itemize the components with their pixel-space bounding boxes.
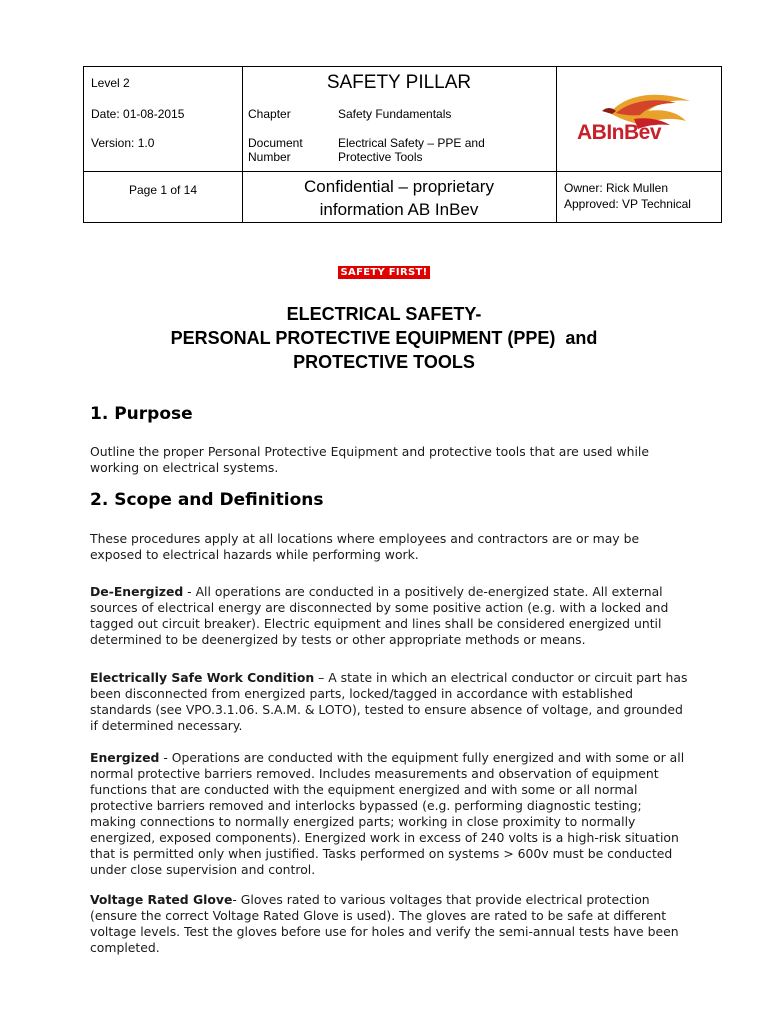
ab-inbev-logo bbox=[572, 91, 712, 155]
definition-text: - All operations are conducted in a positively de-energized state. All external sources of electrical energy are disconnected by some positive action (e.g. with a locked and tagged out circuit breaker). Electric equipment and lines shall be considered energized until determined to be deenergized by tests or other appropriate methods or means. bbox=[90, 584, 669, 647]
title-line-3: PROTECTIVE TOOLS bbox=[293, 352, 475, 372]
purpose-heading: 1. Purpose bbox=[90, 404, 193, 424]
title-line-1: ELECTRICAL SAFETY- bbox=[286, 304, 482, 324]
definition-text: - Operations are conducted with the equipment fully energized and with some or all normal protective barriers removed. Includes measurements and observation of equipment functions that are conducted with the equipment energized and with some or all normal protective barriers removed and interlocks bypassed (e.g. performing diagnostic testing; making connections to normally energized parts; working in close proximity to normally energized, exposed components). Energized work in excess of 240 volts is a high-risk situation that is permitted only when justified. Tasks performed on systems > 600v must be conducted under close supervision and control. bbox=[90, 750, 685, 877]
definition-term: Energized bbox=[90, 750, 160, 765]
table-divider bbox=[556, 67, 557, 222]
definition-voltage-rated-glove bbox=[90, 892, 690, 956]
document-number-label bbox=[248, 136, 303, 164]
definition-term: Voltage Rated Glove bbox=[90, 892, 233, 907]
page-number: Page 1 of 14 bbox=[128, 183, 198, 197]
safety-first-badge: SAFETY FIRST! bbox=[338, 266, 431, 279]
pillar-title: SAFETY PILLAR bbox=[326, 72, 472, 93]
document-number-value-line1: Electrical Safety – PPE and bbox=[338, 136, 485, 150]
document-number-value-line2: Protective Tools bbox=[338, 150, 423, 164]
chapter-label: Chapter bbox=[248, 107, 291, 121]
scope-heading: 2. Scope and Definitions bbox=[90, 490, 324, 510]
definition-de-energized bbox=[90, 584, 690, 648]
document-number-value bbox=[338, 136, 485, 164]
confidential-line2: information AB InBev bbox=[319, 200, 479, 219]
definition-text: – A state in which an electrical conductor or circuit part has been disconnected from energized parts, locked/tagged in accordance with established standards (see VPO.3.1.06. S.A.M. & LOTO), tested to ensure absence of voltage, and grounded if determined necessary. bbox=[90, 670, 688, 733]
safety-first-banner bbox=[0, 260, 768, 279]
title-line-2: PERSONAL PROTECTIVE EQUIPMENT (PPE) and bbox=[170, 328, 598, 348]
definition-term: Electrically Safe Work Condition bbox=[90, 670, 315, 685]
confidential-line1: Confidential – proprietary bbox=[304, 177, 494, 196]
document-number-label-line2: Number bbox=[248, 150, 291, 164]
version-label: Version: 1.0 bbox=[91, 136, 155, 150]
level-label: Level 2 bbox=[91, 76, 130, 90]
scope-text: These procedures apply at all locations where employees and contractors are or may be exposed to electrical hazards while performing work. bbox=[90, 531, 640, 562]
document-title bbox=[0, 302, 768, 374]
definition-energized bbox=[90, 750, 690, 878]
chapter-value: Safety Fundamentals bbox=[338, 107, 452, 121]
date-label: Date: 01-08-2015 bbox=[91, 107, 185, 121]
definition-term: De-Energized bbox=[90, 584, 184, 599]
confidential-notice bbox=[242, 175, 556, 221]
logo-wordmark: ABInBev bbox=[577, 121, 662, 144]
table-divider bbox=[84, 171, 721, 172]
owner-label: Owner: Rick Mullen bbox=[564, 181, 669, 195]
approved-label: Approved: VP Technical bbox=[564, 197, 691, 211]
definition-electrically-safe bbox=[90, 670, 690, 734]
document-header-table bbox=[83, 66, 722, 223]
document-number-label-line1: Document bbox=[248, 136, 303, 150]
purpose-text: Outline the proper Personal Protective Equipment and protective tools that are used while working on electrical systems. bbox=[90, 444, 649, 475]
definition-text: - Gloves rated to various voltages that provide electrical protection (ensure the correct Voltage Rated Glove is used). The gloves are rated to be safe at different voltage levels. Test the gloves before use for holes and verify the semi-annual tests have been completed. bbox=[90, 892, 679, 955]
